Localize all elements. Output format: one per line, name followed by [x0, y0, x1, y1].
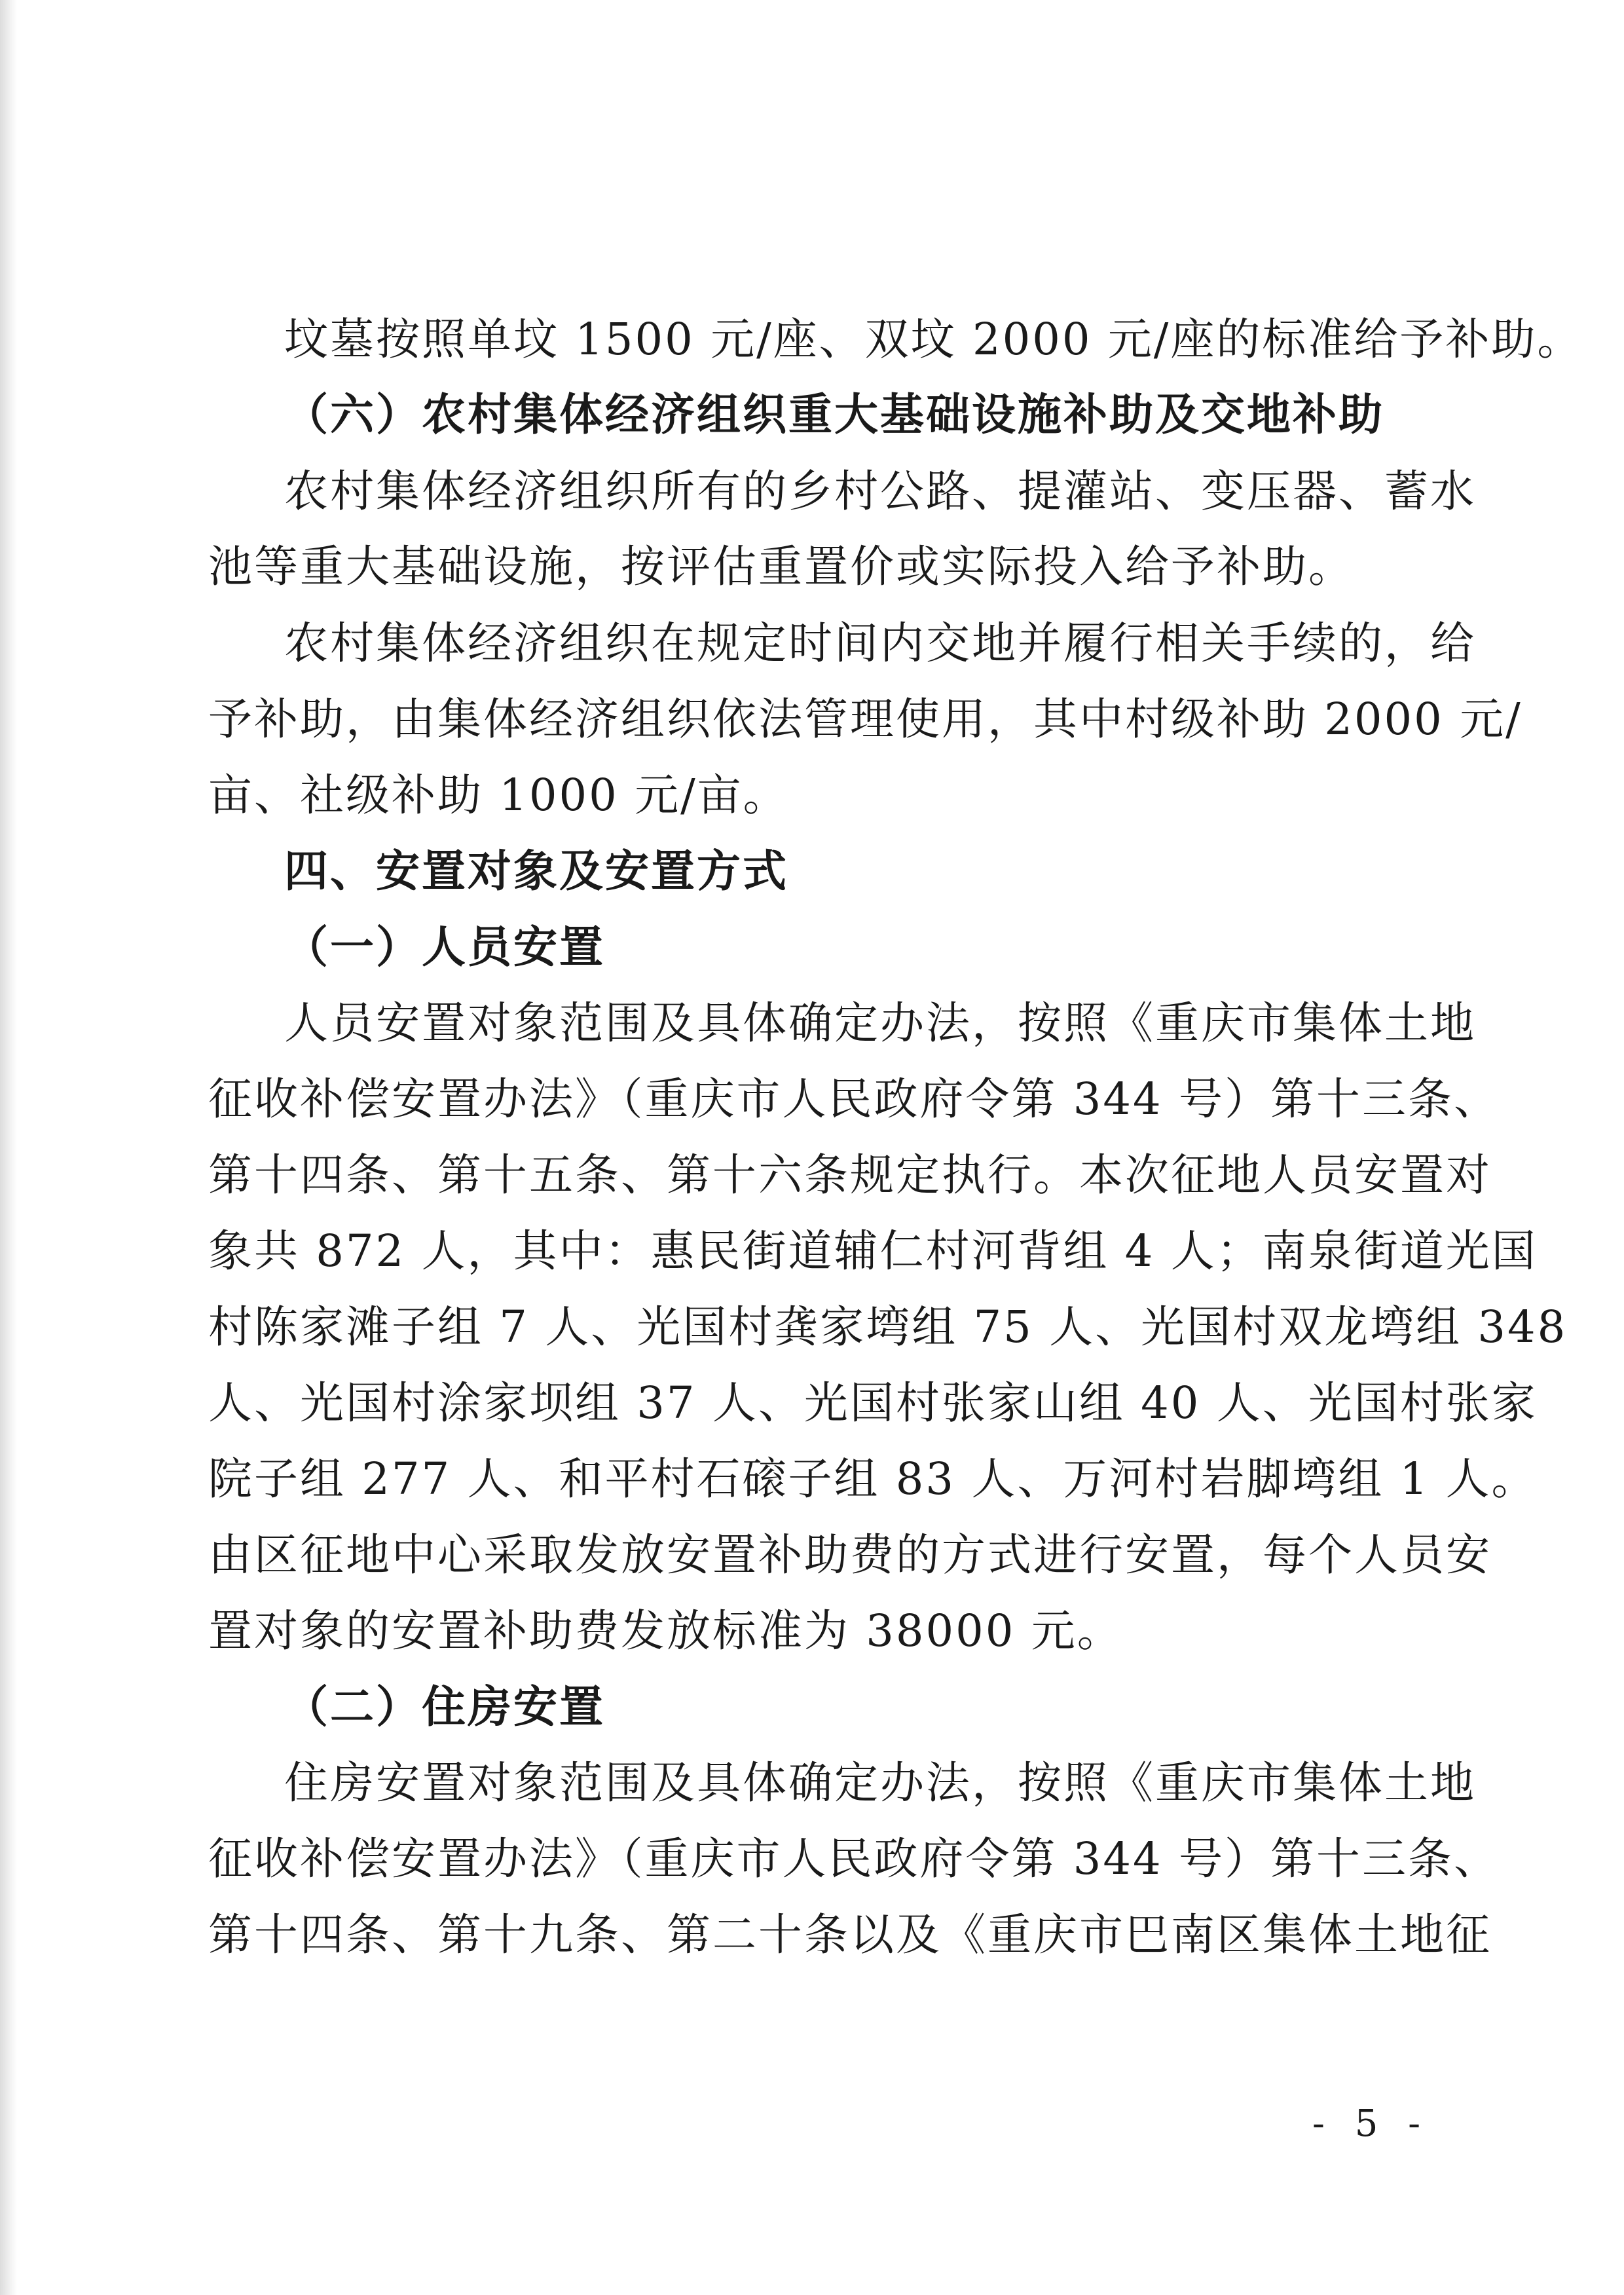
text-line-13: 象共 872 人，其中：惠民街道辅仁村河背组 4 人；南泉街道光国	[208, 1225, 1538, 1277]
text-line-12: 第十四条、第十五条、第十六条规定执行。本次征地人员安置对	[208, 1149, 1492, 1201]
text-line-4: 池等重大基础设施，按评估重置价或实际投入给予补助。	[208, 541, 1354, 592]
text-line-1: 坟墓按照单坟 1500 元/座、双坟 2000 元/座的标准给予补助。	[284, 314, 1583, 365]
section-heading-4: 四、安置对象及安置方式	[284, 846, 788, 897]
page-number: - 5 -	[1312, 2102, 1430, 2145]
text-line-21: 征收补偿安置办法》（重庆市人民政府令第 344 号）第十三条、	[208, 1833, 1500, 1884]
text-line-15: 人、光国村涂家坝组 37 人、光国村张家山组 40 人、光国村张家	[208, 1377, 1538, 1428]
text-line-22: 第十四条、第十九条、第二十条以及《重庆市巴南区集体土地征	[208, 1909, 1492, 1960]
text-line-6: 予补助，由集体经济组织依法管理使用，其中村级补助 2000 元/	[208, 694, 1522, 745]
text-line-18: 置对象的安置补助费发放标准为 38000 元。	[208, 1605, 1123, 1656]
text-line-14: 村陈家滩子组 7 人、光国村龚家塆组 75 人、光国村双龙塆组 348	[208, 1301, 1568, 1353]
scan-page-edge	[0, 0, 17, 2295]
subheading-item-6: （六）农村集体经济组织重大基础设施补助及交地补助	[284, 388, 1384, 440]
text-line-16: 院子组 277 人、和平村石磙子组 83 人、万河村岩脚塆组 1 人。	[208, 1453, 1538, 1504]
text-line-7: 亩、社级补助 1000 元/亩。	[208, 770, 789, 821]
text-line-11: 征收补偿安置办法》（重庆市人民政府令第 344 号）第十三条、	[208, 1073, 1500, 1125]
text-line-10: 人员安置对象范围及具体确定办法，按照《重庆市集体土地	[284, 998, 1476, 1049]
subheading-housing-resettlement: （二）住房安置	[284, 1681, 605, 1732]
text-line-5: 农村集体经济组织在规定时间内交地并履行相关手续的，给	[284, 618, 1476, 669]
text-line-20: 住房安置对象范围及具体确定办法，按照《重庆市集体土地	[284, 1757, 1476, 1808]
subheading-personnel-resettlement: （一）人员安置	[284, 921, 605, 973]
text-line-3: 农村集体经济组织所有的乡村公路、提灌站、变压器、蓄水	[284, 466, 1476, 517]
text-line-17: 由区征地中心采取发放安置补助费的方式进行安置，每个人员安	[208, 1529, 1492, 1580]
